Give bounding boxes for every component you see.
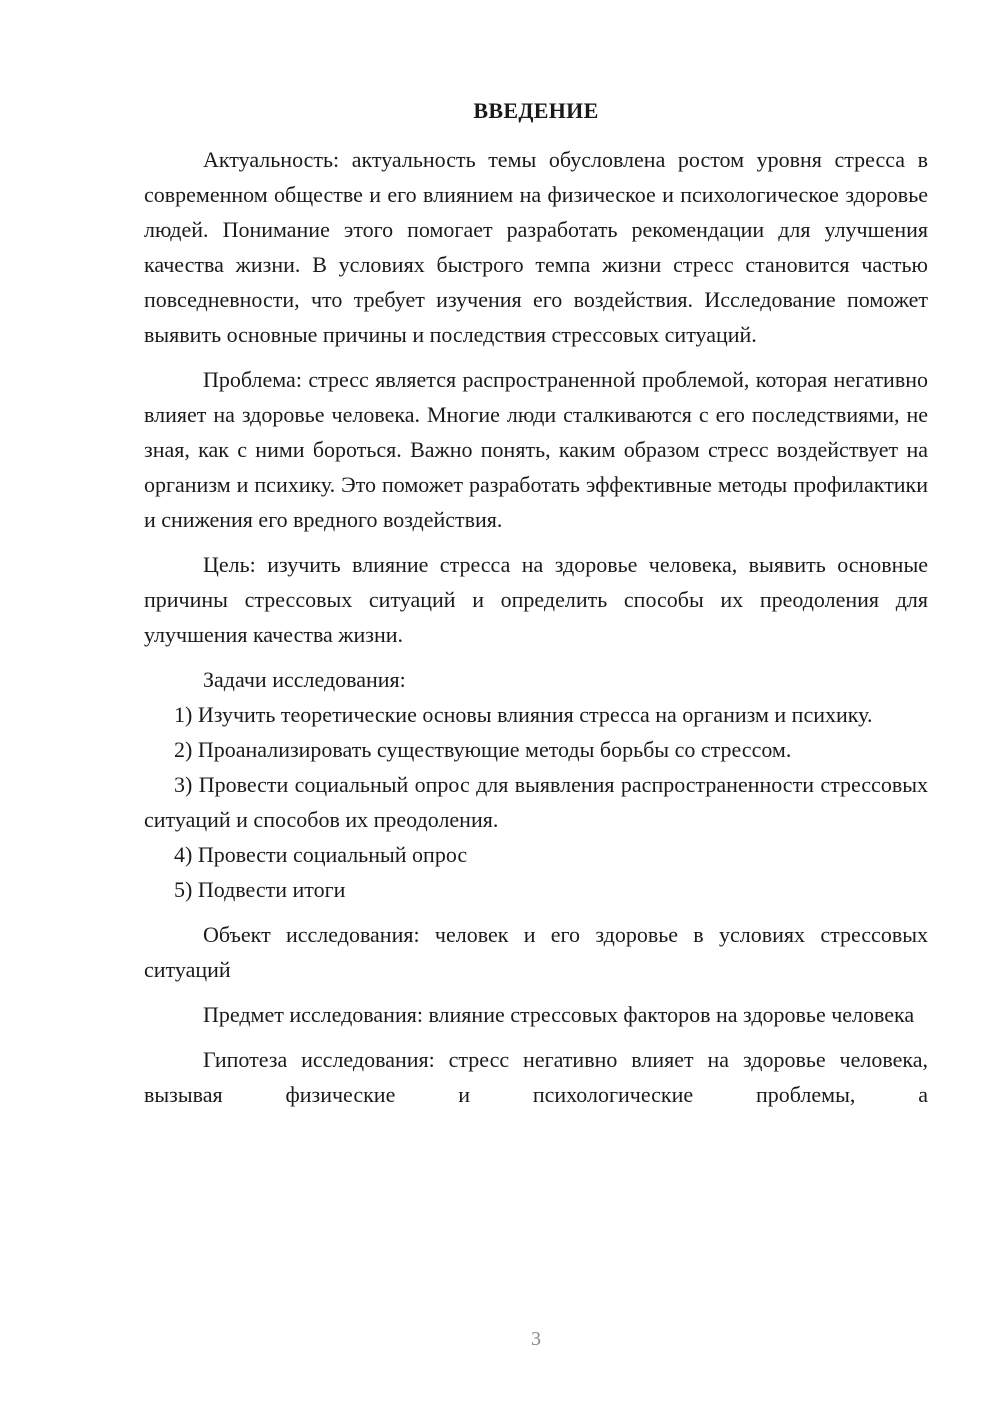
paragraph-goal: Цель: изучить влияние стресса на здоровье человека, выявить основные причины стрессовых ситуаций и определить способы их преодоления для улучшения качества жизни. bbox=[144, 552, 928, 647]
paragraph-problem: Проблема: стресс является распространенной проблемой, которая негативно влияет на здоровье человека. Многие люди сталкиваются с его последствиями, не зная, как с ними бороться. Важно понять, каким образом стресс воздействует на организм и психику. Это поможет разработать эффективные методы профилактики и снижения его вредного воздействия. bbox=[144, 367, 928, 532]
task-item-4: 4) Провести социальный опрос bbox=[174, 842, 468, 867]
paragraph-relevance: Актуальность: актуальность темы обусловлена ростом уровня стресса в современном обществе и его влиянием на физическое и психологическое здоровье людей. Понимание этого помогает разработать рекомендации для улучшения качества жизни. В условиях быстрого темпа жизни стресс становится частью повседневности, что требует изучения его воздействия. Исследование поможет выявить основные причины и последствия стрессовых ситуаций. bbox=[144, 147, 928, 347]
paragraph-subject: Предмет исследования: влияние стрессовых факторов на здоровье человека bbox=[203, 1002, 915, 1027]
task-item-3: 3) Провести социальный опрос для выявления распространенности стрессовых ситуаций и способов их преодоления. bbox=[144, 772, 928, 832]
tasks-heading: Задачи исследования: bbox=[203, 667, 406, 692]
task-item-2: 2) Проанализировать существующие методы борьбы со стрессом. bbox=[174, 737, 792, 762]
task-item-1: 1) Изучить теоретические основы влияния стресса на организм и психику. bbox=[174, 702, 873, 727]
page-number: 3 bbox=[531, 1328, 541, 1350]
paragraph-object: Объект исследования: человек и его здоровье в условиях стрессовых ситуаций bbox=[144, 922, 928, 982]
paragraph-hypothesis: Гипотеза исследования: стресс негативно влияет на здоровье человека, вызывая физические и психологические проблемы, а bbox=[144, 1047, 928, 1107]
page-title: ВВЕДЕНИЕ bbox=[473, 98, 599, 123]
document-body bbox=[144, 142, 928, 1112]
task-item-5: 5) Подвести итоги bbox=[174, 877, 346, 902]
